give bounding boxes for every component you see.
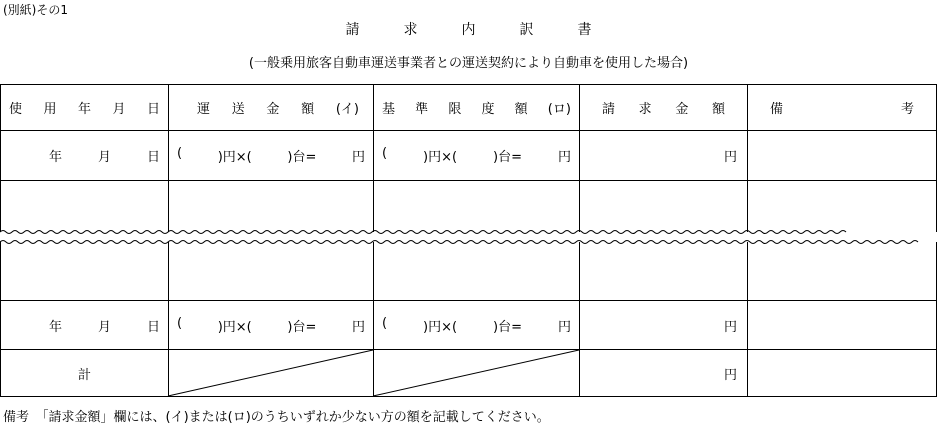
formula-yen: 円 (557, 150, 571, 165)
fare-formula (169, 146, 373, 165)
row1-claim (580, 131, 747, 180)
formula-units-equals: )台= (287, 319, 317, 335)
header-limit-char: (ロ) (547, 101, 571, 117)
header-remarks-char: 備 (770, 101, 784, 117)
header-limit-char: 準 (415, 101, 429, 117)
form-subtitle: (一般乗用旅客自動車運送事業者との運送契約により自動車を使用した場合) (248, 56, 689, 71)
header-remarks-char: 考 (900, 101, 914, 117)
header-fare-char: 運 (197, 101, 211, 117)
day-unit: 日 (146, 319, 160, 335)
header-date-char: 使 (9, 101, 23, 117)
header-claim-char: 額 (711, 101, 725, 117)
header-fare-char: 金 (266, 101, 280, 117)
year-unit: 年 (48, 150, 62, 165)
claim-yen: 円 (723, 150, 737, 165)
attachment-label: (別紙)その1 (3, 3, 68, 17)
header-fare (169, 84, 373, 130)
header-limit-char: 額 (514, 101, 528, 117)
formula-yen-times: )円×( (423, 319, 458, 335)
formula-open: ( (177, 146, 183, 161)
year-unit: 年 (48, 319, 62, 335)
header-claim-char: 金 (675, 101, 689, 117)
row1-limit (374, 131, 579, 180)
formula-yen-times: )円×( (217, 319, 252, 335)
claim-yen: 円 (723, 319, 737, 335)
limit-formula (374, 146, 579, 165)
formula-open: ( (382, 146, 388, 161)
row3-fare (169, 301, 373, 349)
header-limit-char: 限 (448, 101, 462, 117)
header-date-char: 年 (77, 101, 91, 117)
month-unit: 月 (97, 150, 111, 165)
row3-limit (374, 301, 579, 349)
total-claim (580, 350, 747, 396)
total-label: 計 (77, 367, 91, 383)
total-limit-strike (373, 350, 579, 396)
limit-formula (374, 316, 579, 335)
header-remarks (748, 84, 936, 130)
break-line-lower (0, 241, 918, 244)
header-date-char: 用 (43, 101, 57, 117)
formula-units-equals: )台= (287, 150, 317, 165)
header-claim-char: 請 (602, 101, 616, 117)
formula-yen: 円 (351, 319, 365, 335)
row3-date (1, 301, 168, 349)
formula-units-equals: )台= (493, 319, 522, 335)
header-limit-char: 度 (481, 101, 495, 117)
formula-yen: 円 (351, 150, 365, 165)
total-claim-yen: 円 (723, 367, 737, 383)
footnote: 備考 「請求金額」欄には、(イ)または(ロ)のうちいずれか少ない方の額を記載してください。 (3, 410, 550, 425)
header-claim-char: 求 (638, 101, 652, 117)
header-fare-char: (イ) (335, 101, 359, 117)
break-line-upper (0, 231, 846, 234)
formula-units-equals: )台= (493, 150, 522, 165)
header-claim (580, 84, 747, 130)
header-date (1, 84, 168, 130)
row1-fare (169, 131, 373, 180)
header-date-char: 日 (146, 101, 160, 117)
header-date-char: 月 (112, 101, 126, 117)
formula-open: ( (177, 315, 183, 331)
header-limit (374, 84, 579, 130)
total-label-cell (1, 350, 168, 396)
fare-formula (169, 316, 373, 335)
header-limit-char: 基 (382, 101, 396, 117)
header-fare-char: 送 (231, 101, 245, 117)
month-unit: 月 (97, 319, 111, 335)
formula-yen: 円 (557, 319, 571, 335)
formula-open: ( (382, 315, 388, 331)
header-fare-char: 額 (301, 101, 315, 117)
formula-yen-times: )円×( (423, 150, 458, 165)
row3-claim (580, 301, 747, 349)
row1-date (1, 131, 168, 180)
form-title: 請求内訳書 (345, 22, 636, 38)
formula-yen-times: )円×( (217, 150, 252, 165)
day-unit: 日 (146, 150, 160, 165)
total-fare-strike (168, 350, 373, 396)
